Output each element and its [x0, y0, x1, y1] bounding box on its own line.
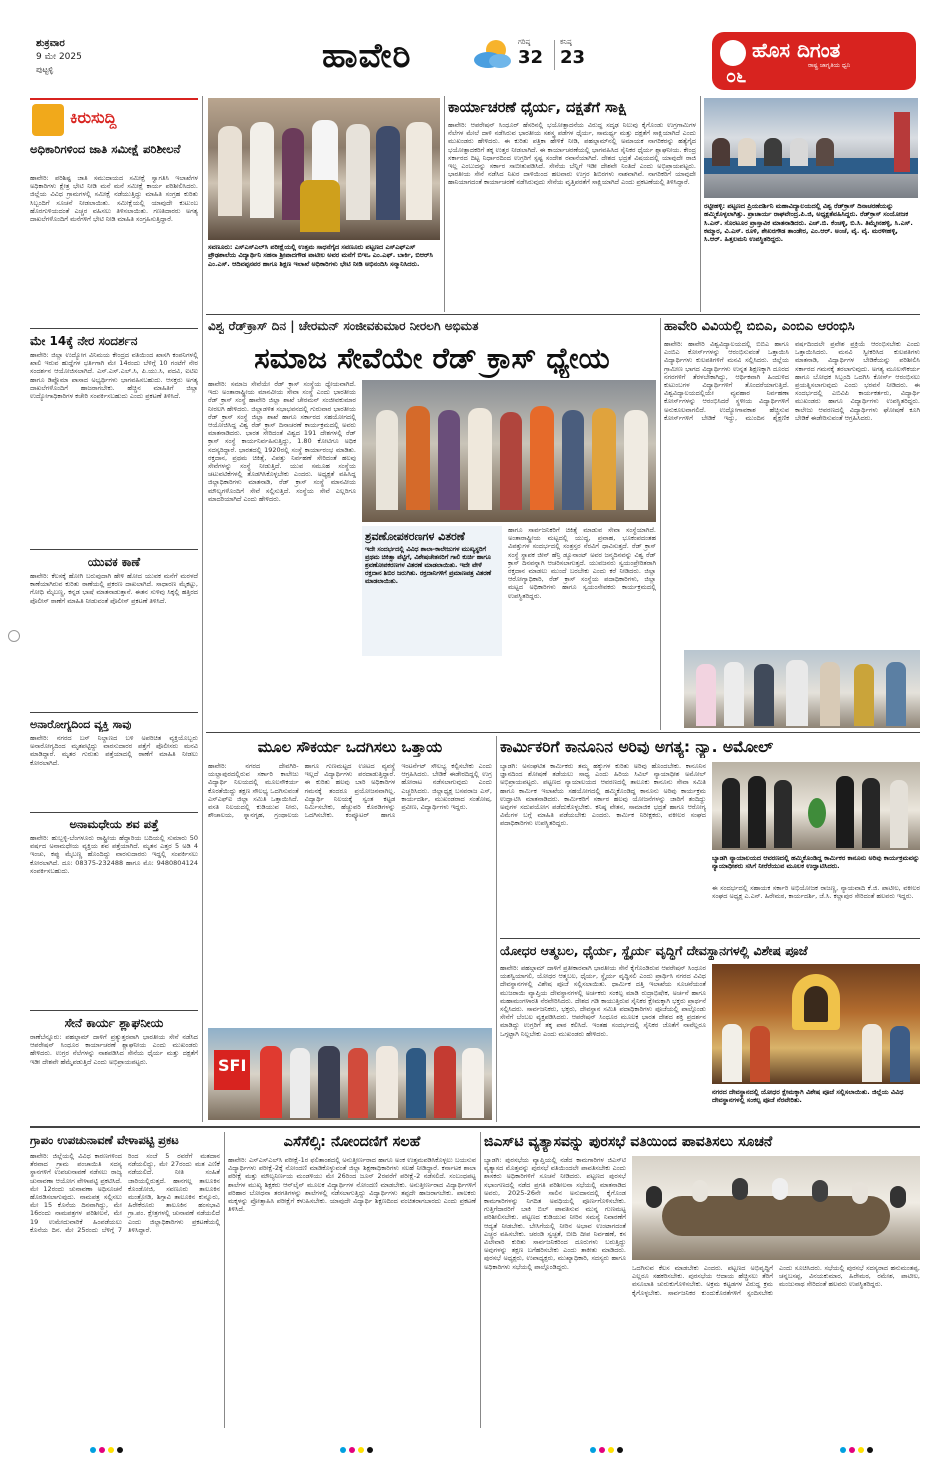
photo-caption: ನಗರದ ದೇವಸ್ಥಾನದಲ್ಲಿ ಯೋಧರ ಕ್ಷೇಮಕ್ಕಾಗಿ ವಿಶೇಷ ಪೂಜೆ ಸಲ್ಲಿಸಲಾಯಿತು. ಜಿಲ್ಲೆಯ ವಿವಿಧ ದೇವಸ್ಥಾನಗಳಲ್ಲಿ ಸಂಕಲ್ಪ ಪೂಜೆ ನೆರವೇರಿತು. — [712, 1088, 904, 1105]
column-divider — [480, 1132, 481, 1428]
story-labour-law — [500, 736, 920, 936]
article-body-continued: ಒದಗಿಸುವ ಕೆಲಸ ಮಾಡಬೇಕು ಎಂದರು. ಪಟ್ಟಣದ ಅಭಿವೃದ್ಧಿಗೆ ಎಲ್ಲರೂ ಸಹಕರಿಸಬೇಕು. ಪುರಸಭೆಯ ಆದಾಯ ಹೆಚ್ಚಿಸಲು ತೆರಿಗೆ ವಸೂಲಾತಿ ಚುರುಕುಗೊಳಿಸಬೇಕು. ಅಕ್ರಮ ಕಟ್ಟಡಗಳ ವಿರುದ್ಧ ಕ್ರಮ ಕೈಗೊಳ್ಳಬೇಕು. ಸಾರ್ವಜನಿಕರ ಕುಂದುಕೊರತೆಗಳಿಗೆ ಸ್ಪಂದಿಸಬೇಕು ಎಂದು ಸೂಚಿಸಿದರು. ಸಭೆಯಲ್ಲಿ ಪುರಸಭೆ ಸದಸ್ಯರಾದ ಹನುಮಂತಪ್ಪ, ಚನ್ನಬಸಪ್ಪ, ವಿನಯಕುಮಾರ, ಹಿರೇಮಠ, ರಮೇಶ, ಪಾಟೀಲ, ಮಂಜುನಾಥ ಸೇರಿದಂತೆ ಹಲವರು ಉಪಸ್ಥಿತರಿದ್ದರು. — [632, 1264, 920, 1297]
felicitation-photo — [208, 98, 440, 240]
event-photo — [704, 98, 918, 198]
headline: ಗ್ರಾಪಂ ಉಪಚುನಾವಣೆ ವೇಳಾಪಟ್ಟಿ ಪ್ರಕಟ — [30, 1133, 179, 1147]
brand-block — [712, 32, 916, 90]
headline: ಯೋಧರ ಆತ್ಮಬಲ, ಧೈರ್ಯ, ಸ್ಥೈರ್ಯ ವೃದ್ಧಿಗೆ ದೇವಸ್ಥಾನಗಳಲ್ಲಿ ವಿಶೇಷ ಪೂಜೆ — [500, 943, 808, 958]
story-sslc — [228, 1132, 476, 1430]
meeting-photo — [632, 1156, 920, 1260]
row-divider — [206, 732, 920, 733]
masthead — [0, 0, 945, 92]
kicker: ವಿಶ್ವ ರೆಡ್‌ಕ್ರಾಸ್ ದಿನ | ಚೇರಮನ್ ಸಂಜೀವಕುಮಾರ ನೀರಲಗಿ ಅಭಿಮತ — [208, 319, 479, 333]
news-brief-body: ಹಾವೇರಿ: ಕೆಲಸಕ್ಕೆ ಹೋಗಿ ಬರುವುದಾಗಿ ಹೇಳಿ ಹೋದ ಯುವಕ ಮನೆಗೆ ಮರಳದೆ ಕಾಣೆಯಾಗಿರುವ ಕುರಿತು ಠಾಣೆಯಲ್ಲಿ ಪ್ರಕರಣ ದಾಖಲಾಗಿದೆ. ಸಾಧಾರಣ ಮೈಕಟ್ಟು, ಗೋಧಿ ಮೈಬಣ್ಣ, ಕನ್ನಡ ಭಾಷೆ ಮಾತನಾಡುತ್ತಾನೆ. ಈತನ ಸುಳಿವು ಸಿಕ್ಕಲ್ಲಿ ಹತ್ತಿರದ ಪೊಲೀಸ್ ಠಾಣೆಗೆ ಮಾಹಿತಿ ನೀಡುವಂತೆ ಪೊಲೀಸ್ ಪ್ರಕಟಣೆ ತಿಳಿಸಿದೆ. — [30, 572, 198, 605]
min-temp: 23 — [560, 47, 586, 68]
article-body: ಹಾವೇರಿ: ನಗರದ ದೇವಗಿರಿ-ಯಲ್ಲಾಪುರದಲ್ಲಿರುವ ಸರ್ಕಾರಿ ಕಾಲೇಜು ವಿದ್ಯಾರ್ಥಿ ನಿಲಯದಲ್ಲಿ ಮೂಲಸೌಕರ್ಯ ಕೊರತೆಯಿದ್ದು ತಕ್ಷಣ ಸೌಲಭ್ಯ ಒದಗಿಸುವಂತೆ ಎಸ್‌ಎಫ್‌ಐ ಜಿಲ್ಲಾ ಸಮಿತಿ ಒತ್ತಾಯಿಸಿದೆ. ವಸತಿ ನಿಲಯದಲ್ಲಿ ಕುಡಿಯುವ ನೀರು, ಶೌಚಾಲಯ, ಸ್ನಾನಗೃಹ, ಗ್ರಂಥಾಲಯ ಹಾಗೂ ಗುಣಮಟ್ಟದ ಊಟದ ವ್ಯವಸ್ಥೆ ಇಲ್ಲದೆ ವಿದ್ಯಾರ್ಥಿಗಳು ಪರದಾಡುತ್ತಿದ್ದಾರೆ. ಈ ಕುರಿತು ಹಲವು ಬಾರಿ ಅಧಿಕಾರಿಗಳ ಗಮನಕ್ಕೆ ತಂದರೂ ಪ್ರಯೋಜನವಾಗಿಲ್ಲ. ವಿದ್ಯಾರ್ಥಿ ನಿಲಯಕ್ಕೆ ಸ್ವಂತ ಕಟ್ಟಡ ನಿರ್ಮಿಸಬೇಕು, ಹೆಚ್ಚುವರಿ ಕೊಠಡಿಗಳನ್ನು ಒದಗಿಸಬೇಕು. ಕಂಪ್ಯೂಟರ್ ಹಾಗೂ ಇಂಟರ್ನೆಟ್ ಸೌಲಭ್ಯ ಕಲ್ಪಿಸಬೇಕು ಎಂದು ಆಗ್ರಹಿಸಿದರು. ಬೇಡಿಕೆ ಈಡೇರದಿದ್ದಲ್ಲಿ ಉಗ್ರ ಹೋರಾಟ ನಡೆಸಲಾಗುವುದು ಎಂದು ಎಚ್ಚರಿಸಿದರು. ಜಿಲ್ಲಾಧ್ಯಕ್ಷ ಬಸವರಾಜ ಎಸ್, ಕಾರ್ಯದರ್ಶಿ, ಮುಖಂಡರಾದ ಸಂತೋಷ, ಪ್ರವೀಣ, ವಿದ್ಯಾರ್ಥಿಗಳು ಇದ್ದರು. — [208, 762, 492, 820]
sfi-protest-photo — [208, 1028, 492, 1120]
story-bba — [664, 318, 920, 730]
photo-caption: ರಟ್ಟೀಹಳ್ಳಿ: ಪಟ್ಟಣದ ಪ್ರಿಯದರ್ಶಿನಿ ಮಹಾವಿದ್ಯಾಲಯದಲ್ಲಿ ವಿಶ್ವ ರೆಡ್‌ಕ್ರಾಸ್ ದಿನಾಚರಣೆಯನ್ನು ಹಮ್ಮಿಕೊಳ್ಳಲಾಗಿತ್ತು. ಪ್ರಾಚಾರ್ಯ ರಾಘವೇಂದ್ರ.ಪಿ.ಜಿ, ಅಧ್ಯಕ್ಷತೆವಹಿಸಿದ್ದರು. ರೆಡ್‌ಕ್ರಾಸ್ ಸಂಯೋಜಕ ಸಿ.ಎನ್. ಸೊರಟೂರ ಪ್ರಾಸ್ತಾವಿಕ ಮಾತನಾಡಿದರು. ಎಚ್.ಬಿ. ಕೆಂಚಳ್ಳಿ, ಬಿ.ಸಿ. ತಿಮ್ಮೇನಹಳ್ಳಿ, ಸಿ.ಎಸ್. ಕಮ್ಮಾರ, ವಿ.ಎಸ್. ರೂಳಿ, ಶೇಖರಗೌಡ ತಾಂಡೇರ, ಎಂ.ಆರ್. ಅಂಚೆ, ವೈ. ವೈ. ಮರಳೀಹಳ್ಳಿ, ಸಿ.ಆರ್. ಹಿತ್ತಲಮನಿ ಉಪಸ್ಥಿತರಿದ್ದರು. — [704, 202, 913, 244]
brand-name: ಹೊಸ ದಿಗಂತ — [752, 38, 841, 62]
news-brief-headline: ಯುವಕ ಕಾಣೆ — [87, 555, 141, 569]
photo-caption: ಬ್ಯಾಡಗಿ ನ್ಯಾಯಾಲಯದ ಆವರಣದಲ್ಲಿ ಹಮ್ಮಿಕೊಂಡಿದ್ದ ಕಾರ್ಮಿಕರ ಕಾನೂನು ಅರಿವು ಕಾರ್ಯಕ್ರಮವನ್ನು ನ್ಯಾಯಾಧೀಶರು ಸಸಿಗೆ ನೀರೆರೆಯುವ ಮೂಲಕ ಉದ್ಘಾಟಿಸಿದರು. — [712, 854, 920, 871]
kirusuddi-item — [30, 554, 198, 708]
news-brief-body: ಹಾವೇರಿ: ಪರಿಶಿಷ್ಟ ಜಾತಿ ಸಮುದಾಯದ ಸಮೀಕ್ಷೆ ಸ್ವಾಗತಿಸಿ ಇಲಾಖೆಗಳ ಅಧಿಕಾರಿಗಳು ಕ್ಷೇತ್ರ ಭೇಟಿ ನೀಡಿ ಮನೆ ಮನೆ ಸಮೀಕ್ಷೆ ಕಾರ್ಯ ಪರಿಶೀಲಿಸಿದರು. ಜಿಲ್ಲೆಯ ವಿವಿಧ ಗ್ರಾಮಗಳಲ್ಲಿ ಸಮೀಕ್ಷೆ ನಡೆಯುತ್ತಿದ್ದು ಮಾಹಿತಿ ಸಂಗ್ರಹ ಕುರಿತು ಸಿಬ್ಬಂದಿಗೆ ಸೂಚನೆ ನೀಡಲಾಯಿತು. ಸಮೀಕ್ಷೆಯಲ್ಲಿ ಯಾವುದೇ ಕುಟುಂಬ ಹೊರಗುಳಿಯದಂತೆ ಎಚ್ಚರ ವಹಿಸಲು ತಿಳಿಸಲಾಯಿತು. ಗಣತಿದಾರರು ಅಗತ್ಯ ದಾಖಲೆಗಳೊಂದಿಗೆ ಮನೆಗಳಿಗೆ ಭೇಟಿ ನೀಡಿ ಮಾಹಿತಿ ಸಂಗ್ರಹಿಸುತ್ತಿದ್ದಾರೆ. — [30, 174, 198, 224]
headline: ಎಸೆಸೆಲ್ಸಿ: ನೋಂದಣಿಗೆ ಸಲಹೆ — [283, 1134, 421, 1150]
news-brief-headline: ಅಧಿಕಾರಿಗಳಿಂದ ಜಾತಿ ಸಮೀಕ್ಷೆ ಪರಿಶೀಲನೆ — [30, 142, 181, 156]
article-body: ಬ್ಯಾಡಗಿ: ಪುರಸಭೆಯ ವ್ಯಾಪ್ತಿಯಲ್ಲಿ ನಡೆದ ಕಾಮಗಾರಿಗಳ ಜಿಎಸ್‌ಟಿ ವ್ಯತ್ಯಾಸದ ಮೊತ್ತವನ್ನು ಪುರಸಭೆ ವತಿಯಿಂದಲೇ ಪಾವತಿಸಬೇಕು ಎಂದು ಶಾಸಕರು ಅಧಿಕಾರಿಗಳಿಗೆ ಸೂಚನೆ ನೀಡಿದರು. ಪಟ್ಟಣದ ಪುರಸಭೆ ಸಭಾಂಗಣದಲ್ಲಿ ನಡೆದ ಪ್ರಗತಿ ಪರಿಶೀಲನಾ ಸಭೆಯಲ್ಲಿ ಮಾತನಾಡಿದ ಅವರು, 2025-26ನೇ ಸಾಲಿನ ಅನುದಾನದಲ್ಲಿ ಕೈಗೊಂಡ ಕಾಮಗಾರಿಗಳನ್ನು ನಿಗದಿತ ಅವಧಿಯಲ್ಲಿ ಪೂರ್ಣಗೊಳಿಸಬೇಕು. ಗುತ್ತಿಗೆದಾರರಿಗೆ ಬಾಕಿ ಬಿಲ್ ಪಾವತಿಸುವ ಮುನ್ನ ಗುಣಮಟ್ಟ ಪರಿಶೀಲಿಸಬೇಕು. ಪಟ್ಟಣದ ಕುಡಿಯುವ ನೀರಿನ ಸಮಸ್ಯೆ ನಿವಾರಣೆಗೆ ಆದ್ಯತೆ ನೀಡಬೇಕು. ಬೇಸಿಗೆಯಲ್ಲಿ ನೀರಿನ ಅಭಾವ ಉಂಟಾಗದಂತೆ ಎಚ್ಚರ ವಹಿಸಬೇಕು. ಚರಂಡಿ ಸ್ವಚ್ಛತೆ, ಬೀದಿ ದೀಪ ನಿರ್ವಹಣೆ, ಕಸ ವಿಲೇವಾರಿ ಕುರಿತು ಸಾರ್ವಜನಿಕರಿಂದ ದೂರುಗಳು ಬರುತ್ತಿದ್ದು ಅವುಗಳನ್ನು ತಕ್ಷಣ ಬಗೆಹರಿಸಬೇಕು ಎಂದು ತಾಕೀತು ಮಾಡಿದರು. ಪುರಸಭೆ ಅಧ್ಯಕ್ಷರು, ಉಪಾಧ್ಯಕ್ಷರು, ಮುಖ್ಯಾಧಿಕಾರಿ, ಸದಸ್ಯರು ಹಾಗೂ ಅಧಿಕಾರಿಗಳು ಸಭೆಯಲ್ಲಿ ಪಾಲ್ಗೊಂಡಿದ್ದರು. — [484, 1156, 626, 1271]
column-divider — [660, 318, 661, 730]
divider — [30, 712, 198, 713]
temp-divider — [554, 40, 555, 70]
kirusuddi-header — [30, 98, 198, 138]
headline: ಕಾರ್ಮಿಕರಿಗೆ ಕಾನೂನಿನ ಅರಿವು ಅಗತ್ಯ: ನ್ಯಾ. ಅಮೋಲ್ — [500, 738, 774, 756]
column-divider — [202, 96, 203, 1122]
divider — [30, 1010, 198, 1011]
hand-icon — [32, 104, 64, 136]
brand-tagline: ರಾಷ್ಟ್ರ ಜಾಗೃತಿಯ ಧ್ವನಿ — [808, 62, 851, 69]
story-temple-pooja — [500, 942, 920, 1122]
section-label: ಪುಟ್ಟಳ್ಳಿ — [36, 65, 54, 74]
weather-icon — [470, 36, 514, 72]
headline: ಹಾವೇರಿ ವಿವಿಯಲ್ಲಿ ಬಿಬಿಎ, ಎಂಬಿಎ ಆರಂಭಿಸಿ — [664, 319, 855, 334]
redcross-group-photo — [362, 380, 656, 522]
article-body-continued: ಈ ಸಂದರ್ಭದಲ್ಲಿ ಸಹಾಯಕ ಸರ್ಕಾರಿ ಅಭಿಯೋಜಕ ರಾಜಣ್ಣ, ನ್ಯಾಯವಾದಿ ಕೆ.ಜಿ. ಪಾಟೀಲ, ವಕೀಲರ ಸಂಘದ ಅಧ್ಯಕ್ಷ ಎ.ಎನ್. ಹಿರೇಮಠ, ಕಾರ್ಯದರ್ಶಿ, ಜೆ.ಸಿ. ಕಲ್ಲಾಪುರ ಸೇರಿದಂತೆ ಹಲವರು ಇದ್ದರು. — [712, 884, 920, 901]
kirusuddi-item — [30, 817, 198, 1006]
kirusuddi-item — [30, 333, 198, 545]
brand-logo-icon — [720, 40, 746, 66]
kirusuddi-item — [30, 142, 198, 324]
article-body: ಹಾವೇರಿ: ಸಮಾಜ ಸೇವೆಯೇ ರೆಡ್ ಕ್ರಾಸ್ ಸಂಸ್ಥೆಯ ಧ್ಯೇಯವಾಗಿದೆ. ಇದು ಅಂತಾರಾಷ್ಟ್ರೀಯ ಮಾನವೀಯ ಸೇವಾ ಸಂಸ್ಥೆ ಎಂದು ಭಾರತೀಯ ರೆಡ್ ಕ್ರಾಸ್ ಸಂಸ್ಥೆ ಹಾವೇರಿ ಜಿಲ್ಲಾ ಶಾಖೆ ಚೇರಮನ್ ಸಂಜೀವಕುಮಾರ ನೀರಲಗಿ ಹೇಳಿದರು. ಜಿಲ್ಲಾಡಳಿತ ಸಭಾಭವನದಲ್ಲಿ ಗುರುವಾರ ಭಾರತೀಯ ರೆಡ್ ಕ್ರಾಸ್ ಸಂಸ್ಥೆ ಜಿಲ್ಲಾ ಶಾಖೆ ಹಾಗೂ ಸರ್ಕಾರದ ಸಹಯೋಗದಲ್ಲಿ ಆಯೋಜಿಸಿದ್ದ ವಿಶ್ವ ರೆಡ್ ಕ್ರಾಸ್ ದಿನಾಚರಣೆ ಕಾರ್ಯಕ್ರಮದಲ್ಲಿ ಅವರು ಮಾತನಾಡಿದರು. ಭಾರತ ಸೇರಿದಂತೆ ವಿಶ್ವದ 191 ದೇಶಗಳಲ್ಲಿ ರೆಡ್ ಕ್ರಾಸ್ ಸಂಸ್ಥೆ ಕಾರ್ಯನಿರ್ವಹಿಸುತ್ತಿದ್ದು, 1.80 ಕೋಟಿಗೂ ಅಧಿಕ ಸದಸ್ಯರಿದ್ದಾರೆ. ಭಾರತದಲ್ಲಿ 1920ರಲ್ಲಿ ಸಂಸ್ಥೆ ಕಾರ್ಯಾರಂಭ ಮಾಡಿತು. ರಕ್ತದಾನ, ಪ್ರಥಮ ಚಿಕಿತ್ಸೆ, ವಿಪತ್ತು ನಿರ್ವಹಣೆ ಸೇರಿದಂತೆ ಹಲವು ಸೇವೆಗಳನ್ನು ಸಂಸ್ಥೆ ನೀಡುತ್ತಿದೆ. ಯುವ ಸಮೂಹ ಸಂಸ್ಥೆಯ ಚಟುವಟಿಕೆಗಳಲ್ಲಿ ತೊಡಗಿಸಿಕೊಳ್ಳಬೇಕು ಎಂದರು. ಅಧ್ಯಕ್ಷತೆ ವಹಿಸಿದ್ದ ಜಿಲ್ಲಾಧಿಕಾರಿಗಳು ಮಾತನಾಡಿ, ರೆಡ್ ಕ್ರಾಸ್ ಸಂಸ್ಥೆ ಮಾನವೀಯ ಮೌಲ್ಯಗಳೊಂದಿಗೆ ಸೇವೆ ಸಲ್ಲಿಸುತ್ತಿದೆ. ಸಂಸ್ಥೆಯ ಸೇವೆ ಎಲ್ಲರಿಗೂ ಮಾದರಿಯಾಗಿದೆ ಎಂದು ಹೇಳಿದರು. — [208, 380, 356, 503]
news-brief-headline: ಸೇನೆ ಕಾರ್ಯ ಶ್ಲಾಘನೀಯ — [64, 1016, 164, 1030]
story-rattihalli — [704, 98, 918, 312]
min-temp-block — [560, 38, 600, 68]
column-divider — [700, 96, 701, 312]
photo-caption: ಸವಣೂರು: ಎಸ್‌ಎಸ್‌ಎಲ್‌ಸಿ ಪರೀಕ್ಷೆಯಲ್ಲಿ ಉತ್ತಮ ಸಾಧನೆಗೈದ ಸವಣೂರು ಪಟ್ಟಣದ ಎಸ್‌ಎಫ್‌ಎಸ್ ಪ್ರೌಢಶಾಲೆಯ ವಿದ್ಯಾರ್ಥಿನಿ ಸಹನಾ ಶ್ರೀಪಾದಗೌಡ ಪಾಟೀಲ ಅವರ ಮನೆಗೆ ಬಿಇಒ ಎಂ.ಎಫ್. ಬಾರ್ಕಿ, ಬಿಆರ್‌ಸಿ ಎಂ.ಎಸ್. ಆದಿವಪ್ಪನವರ ಹಾಗೂ ಶಿಕ್ಷಣ ಇಲಾಖೆ ಅಧಿಕಾರಿಗಳು ಭೇಟಿ ನೀಡಿ ಅಭಿನಂದಿಸಿ ಸನ್ಮಾನಿಸಿದರು. — [208, 243, 433, 268]
story-gp-byelection — [30, 1132, 220, 1430]
sfi-banner: SFI — [218, 1056, 247, 1075]
divider — [30, 328, 198, 329]
column-divider — [496, 736, 497, 1122]
kirusuddi-title: ಕಿರುಸುದ್ದಿ — [70, 108, 117, 127]
memorandum-photo — [684, 650, 920, 728]
article-body-continued: ಹಾಗೂ ಸಾರ್ವಜನಿಕರಿಗೆ ಚಿಕಿತ್ಸೆ ಮಾಡುವ ಸೇವಾ ಸಂಸ್ಥೆಯಾಗಿದೆ. ಅಂತಾರಾಷ್ಟ್ರೀಯ ಮಟ್ಟದಲ್ಲಿ ಯುದ್ಧ, ಪ್ರವಾಹ, ಭೂಕಂಪದಂತಹ ವಿಪತ್ತುಗಳ ಸಂದರ್ಭದಲ್ಲಿ ಸಂತ್ರಸ್ತರ ನೆರವಿಗೆ ಧಾವಿಸುತ್ತದೆ. ರೆಡ್ ಕ್ರಾಸ್ ಸಂಸ್ಥೆ ಸ್ಥಾಪಕ ಜೀನ್ ಹೆನ್ರಿ ಡ್ಯೂನಾಂಟ್ ಅವರ ಜನ್ಮದಿನವನ್ನು ವಿಶ್ವ ರೆಡ್ ಕ್ರಾಸ್ ದಿನವನ್ನಾಗಿ ಆಚರಿಸಲಾಗುತ್ತದೆ. ಯುವಜನರು ಸ್ವಯಂಪ್ರೇರಿತರಾಗಿ ರಕ್ತದಾನ ಮಾಡಲು ಮುಂದೆ ಬರಬೇಕು ಎಂದು ಕರೆ ನೀಡಿದರು. ಜಿಲ್ಲಾ ಆರೋಗ್ಯಾಧಿಕಾರಿ, ರೆಡ್ ಕ್ರಾಸ್ ಸಂಸ್ಥೆಯ ಪದಾಧಿಕಾರಿಗಳು, ಜಿಲ್ಲಾ ಮಟ್ಟದ ಅಧಿಕಾರಿಗಳು ಹಾಗೂ ಸ್ವಯಂಸೇವಕರು ಕಾರ್ಯಕ್ರಮದಲ್ಲಿ ಉಪಸ್ಥಿತರಿದ್ದರು. — [508, 526, 656, 600]
color-registration-marks — [0, 1436, 945, 1450]
distribution-box — [362, 526, 502, 656]
box-body: ಇದೇ ಸಂದರ್ಭದಲ್ಲಿ ವಿವಿಧ ಶಾಲಾ-ಕಾಲೇಜುಗಳ ಮುಖ್ಯಸ್ಥರಿಗೆ ಪ್ರಥಮ ಚಿಕಿತ್ಸಾ ಪೆಟ್ಟಿಗೆ, ವಿಶೇಷಚೇತನರಿಗೆ ಗಾಲಿ ಕುರ್ಚಿ ಹಾಗೂ ಶ್ರವಣೋಪಕರಣಗಳ ವಿತರಣೆ ಮಾಡಲಾಯಿತು. ಇದೇ ವೇಳೆ ರಕ್ತದಾನ ಶಿಬಿರ ಜರುಗಿತು. ರಕ್ತದಾನಿಗಳಿಗೆ ಪ್ರಮಾಣಪತ್ರ ವಿತರಣೆ ಮಾಡಲಾಯಿತು. — [365, 546, 492, 585]
divider — [30, 549, 198, 550]
article-body: ಹಾವೇರಿ: ಆಪರೇಷನ್ ಸಿಂಧೂರ್ ಹೆಸರಿನಲ್ಲಿ ಭಯೋತ್ಪಾದನೆಯ ವಿರುದ್ಧ ಸದೃಢ ನಿಲುವು ಕೈಗೊಂಡು ಉಗ್ರಗಾಮಿಗಳ ನೆಲೆಗಳ ಮೇಲೆ ದಾಳಿ ನಡೆಸಿರುವ ಭಾರತೀಯ ಸಶಸ್ತ್ರ ಪಡೆಗಳ ಧೈರ್ಯ, ಸಾಮರ್ಥ್ಯ ಮತ್ತು ದಕ್ಷತೆಗೆ ಸಾಕ್ಷಿಯಾಗಿದೆ ಎಂದು ಮುಖಂಡರು ಹೇಳಿದರು. ಈ ಕುರಿತು ಪತ್ರಿಕಾ ಹೇಳಿಕೆ ನೀಡಿ, ಪಹಲ್ಗಾಮ್‌ನಲ್ಲಿ ಅಮಾಯಕ ನಾಗರಿಕರನ್ನು ಹತ್ಯೆಗೈದ ಭಯೋತ್ಪಾದಕರಿಗೆ ತಕ್ಕ ಉತ್ತರ ನೀಡಲಾಗಿದೆ. ಈ ಕಾರ್ಯಾಚರಣೆಯಲ್ಲಿ ಭಾಗವಹಿಸಿದ ಸೈನಿಕರ ಧೈರ್ಯ ಶ್ಲಾಘನೀಯ. ಕೇಂದ್ರ ಸರ್ಕಾರದ ದಿಟ್ಟ ನಿರ್ಧಾರದಿಂದ ಉಗ್ರರಿಗೆ ಸ್ಪಷ್ಟ ಸಂದೇಶ ರವಾನೆಯಾಗಿದೆ. ದೇಶದ ಭದ್ರತೆ ವಿಷಯದಲ್ಲಿ ಯಾವುದೇ ರಾಜಿ ಇಲ್ಲ ಎಂಬುದನ್ನು ಸರ್ಕಾರ ಸಾಬೀತುಪಡಿಸಿದೆ. ಸೇನೆಯ ಬೆನ್ನಿಗೆ ಇಡೀ ದೇಶವೇ ನಿಂತಿದೆ ಎಂದು ಅಭಿಪ್ರಾಯಪಟ್ಟರು. ಭಾರತೀಯ ಸೇನೆ ನಡೆಸಿದ ನಿಖರ ದಾಳಿಯಿಂದ ಹಲವಾರು ಉಗ್ರರ ಶಿಬಿರಗಳು ನಾಶವಾಗಿವೆ. ನಾಗರಿಕರಿಗೆ ಯಾವುದೇ ಹಾನಿಯಾಗದಂತೆ ಕಾರ್ಯಾಚರಣೆ ನಡೆಸಿರುವುದು ಸೇನೆಯ ವೃತ್ತಿಪರತೆಗೆ ಸಾಕ್ಷಿಯಾಗಿದೆ ಎಂದು ಪ್ರಕಟಣೆಯಲ್ಲಿ ತಿಳಿಸಿದ್ದಾರೆ. — [448, 121, 696, 187]
date-block — [36, 38, 146, 75]
weekday: ಶುಕ್ರವಾರ — [36, 38, 65, 49]
news-brief-body: ಹಾವೇರಿ: ನಗರದ ಬಸ್ ನಿಲ್ದಾಣದ ಬಳಿ ಅಪರಿಚಿತ ವ್ಯಕ್ತಿಯೊಬ್ಬರು ಅನಾರೋಗ್ಯದಿಂದ ಮೃತಪಟ್ಟಿದ್ದು ವಾರಸುದಾರರ ಪತ್ತೆಗೆ ಪೊಲೀಸರು ಮನವಿ ಮಾಡಿದ್ದಾರೆ. ಮೃತರ ಗುರುತು ಪತ್ತೆಯಾದಲ್ಲಿ ಠಾಣೆಗೆ ಮಾಹಿತಿ ನೀಡಲು ಕೋರಲಾಗಿದೆ. — [30, 734, 198, 767]
divider — [30, 812, 198, 813]
row-divider — [30, 1126, 920, 1128]
temple-photo — [712, 964, 920, 1084]
story-gst — [484, 1132, 920, 1430]
story-operation — [448, 98, 696, 312]
news-brief-body: ಹಾವೇರಿ: ಹುಬ್ಬಳ್ಳಿ-ಬೆಂಗಳೂರು ರಾಷ್ಟ್ರೀಯ ಹೆದ್ದಾರಿಯ ಬದಿಯಲ್ಲಿ ಸುಮಾರು 50 ವರ್ಷದ ಅನಾಮಧೇಯ ವ್ಯಕ್ತಿಯ ಶವ ಪತ್ತೆಯಾಗಿದೆ. ಮೃತನ ಎತ್ತರ 5 ಅಡಿ 4 ಇಂಚು, ಕಪ್ಪು ಮೈಬಣ್ಣ ಹೊಂದಿದ್ದು ವಾರಸುದಾರರು ಇದ್ದಲ್ಲಿ ಸಂಪರ್ಕಿಸಲು ಕೋರಲಾಗಿದೆ. ದೂ: 08375-232488 ಹಾಗೂ ಮೊ: 9480804124 ಸಂಪರ್ಕಿಸಬಹುದು. — [30, 834, 198, 875]
article-body: ಹಾವೇರಿ: ಜಿಲ್ಲೆಯಲ್ಲಿ ವಿವಿಧ ಕಾರಣಗಳಿಂದ ತೆರವಾದ ಗ್ರಾಮ ಪಂಚಾಯಿತಿ ಸದಸ್ಯ ಸ್ಥಾನಗಳಿಗೆ ಉಪಚುನಾವಣೆ ನಡೆಸಲು ರಾಜ್ಯ ಚುನಾವಣಾ ಆಯೋಗ ವೇಳಾಪಟ್ಟಿ ಪ್ರಕಟಿಸಿದೆ. ಮೇ 12ರಂದು ಚುನಾವಣಾ ಅಧಿಸೂಚನೆ ಹೊರಡಿಸಲಾಗುವುದು. ನಾಮಪತ್ರ ಸಲ್ಲಿಸಲು ಮೇ 15 ಕೊನೆಯ ದಿನವಾಗಿದ್ದು, ಮೇ 16ರಂದು ನಾಮಪತ್ರಗಳ ಪರಿಶೀಲನೆ, ಮೇ 19 ಉಮೇದುವಾರಿಕೆ ಹಿಂಪಡೆಯಲು ಕೊನೆಯ ದಿನ. ಮೇ 25ರಂದು ಬೆಳಿಗ್ಗೆ 7 ರಿಂದ ಸಂಜೆ 5 ರವರೆಗೆ ಮತದಾನ ನಡೆಯಲಿದ್ದು, ಮೇ 27ರಂದು ಮತ ಎಣಿಕೆ ನಡೆಯಲಿದೆ. ನೀತಿ ಸಂಹಿತೆ ಜಾರಿಯಲ್ಲಿರುತ್ತದೆ. ಹಾನಗಲ್ಲ ತಾಲೂಕಿನ ಕೊಂಡೋಜಿ, ಸವಣೂರು ತಾಲೂಕಿನ ಮಂತ್ರೋಡಿ, ಶಿಗ್ಗಾವಿ ತಾಲೂಕಿನ ಕುನ್ನೂರು, ಹಿರೇಕೆರೂರು ತಾಲೂಕಿನ ಹಂಸಭಾವಿ ಗ್ರಾ.ಪಂ. ಕ್ಷೇತ್ರಗಳಲ್ಲಿ ಚುನಾವಣೆ ನಡೆಯಲಿದೆ ಎಂದು ಜಿಲ್ಲಾಧಿಕಾರಿಗಳು ಪ್ರಕಟಣೆಯಲ್ಲಿ ತಿಳಿಸಿದ್ದಾರೆ. — [30, 1152, 220, 1234]
news-brief-headline: ಅನಾಮಧೇಯ ಶವ ಪತ್ತೆ — [69, 817, 159, 831]
story-infrastructure — [208, 736, 492, 1122]
max-label: ಗರಿಷ್ಠ — [518, 38, 531, 46]
max-temp-block — [518, 38, 558, 68]
edition-title: ಹಾವೇರಿ — [322, 36, 412, 76]
court-event-photo — [712, 762, 920, 850]
story-savanur — [208, 98, 440, 310]
row-divider — [206, 314, 920, 315]
headline: ಸಮಾಜ ಸೇವೆಯೇ ರೆಡ್ ಕ್ರಾಸ್ ಧ್ಯೇಯ — [254, 341, 610, 375]
box-title: ಶ್ರವಣೋಪಕರಣಗಳ ವಿತರಣೆ — [365, 530, 465, 543]
news-brief-headline: ಮೇ 14ಕ್ಕೆ ನೇರ ಸಂದರ್ಶನ — [30, 334, 138, 348]
news-brief-body: ರಾಣೆಬೆನ್ನೂರು: ಪಹಲ್ಗಾಮ್ ದಾಳಿಗೆ ಪ್ರತ್ಯುತ್ತರವಾಗಿ ಭಾರತೀಯ ಸೇನೆ ನಡೆಸಿದ ಆಪರೇಷನ್ ಸಿಂಧೂರ ಕಾರ್ಯಾಚರಣೆ ಶ್ಲಾಘನೀಯ ಎಂದು ಮುಖಂಡರು ಹೇಳಿದರು. ಉಗ್ರರ ನೆಲೆಗಳನ್ನು ನಾಶಪಡಿಸಿದ ಸೇನೆಯ ಧೈರ್ಯ ಮತ್ತು ದಕ್ಷತೆಗೆ ಇಡೀ ದೇಶವೇ ಹೆಮ್ಮೆಪಡುತ್ತಿದೆ ಎಂದು ಅಭಿಪ್ರಾಯಪಟ್ಟರು. — [30, 1033, 198, 1066]
article-body: ಹಾವೇರಿ: ಹಾವೇರಿ ವಿಶ್ವವಿದ್ಯಾಲಯದಲ್ಲಿ ಬಿಬಿಎ ಹಾಗೂ ಎಂಬಿಎ ಕೋರ್ಸ್‌ಗಳನ್ನು ಆರಂಭಿಸುವಂತೆ ಒತ್ತಾಯಿಸಿ ವಿದ್ಯಾರ್ಥಿಗಳು ಕುಲಪತಿಗಳಿಗೆ ಮನವಿ ಸಲ್ಲಿಸಿದರು. ಜಿಲ್ಲೆಯ ಗ್ರಾಮೀಣ ಭಾಗದ ವಿದ್ಯಾರ್ಥಿಗಳು ಉನ್ನತ ಶಿಕ್ಷಣಕ್ಕಾಗಿ ದೂರದ ನಗರಗಳಿಗೆ ತೆರಳಬೇಕಾಗಿದ್ದು, ಆರ್ಥಿಕವಾಗಿ ಹಿಂದುಳಿದ ಕುಟುಂಬಗಳ ವಿದ್ಯಾರ್ಥಿಗಳಿಗೆ ತೊಂದರೆಯಾಗುತ್ತಿದೆ. ವಿಶ್ವವಿದ್ಯಾಲಯದಲ್ಲಿಯೇ ವ್ಯವಹಾರ ನಿರ್ವಹಣಾ ಕೋರ್ಸ್‌ಗಳನ್ನು ಆರಂಭಿಸಿದರೆ ಸ್ಥಳೀಯ ವಿದ್ಯಾರ್ಥಿಗಳಿಗೆ ಅನುಕೂಲವಾಗಲಿದೆ. ಉದ್ಯೋಗಾವಕಾಶ ಹೆಚ್ಚಿಸುವ ಕೋರ್ಸ್‌ಗಳಿಗೆ ಬೇಡಿಕೆ ಇದ್ದು, ಮುಂದಿನ ಶೈಕ್ಷಣಿಕ ವರ್ಷದಿಂದಲೇ ಪ್ರವೇಶ ಪ್ರಕ್ರಿಯೆ ಆರಂಭಿಸಬೇಕು ಎಂದು ಒತ್ತಾಯಿಸಿದರು. ಮನವಿ ಸ್ವೀಕರಿಸಿದ ಕುಲಪತಿಗಳು ಮಾತನಾಡಿ, ವಿದ್ಯಾರ್ಥಿಗಳ ಬೇಡಿಕೆಯನ್ನು ಪರಿಶೀಲಿಸಿ ಸರ್ಕಾರದ ಗಮನಕ್ಕೆ ತರಲಾಗುವುದು. ಅಗತ್ಯ ಮೂಲಸೌಕರ್ಯ ಹಾಗೂ ಬೋಧಕ ಸಿಬ್ಬಂದಿ ಒದಗಿಸಿ ಕೋರ್ಸ್ ಆರಂಭಿಸಲು ಪ್ರಯತ್ನಿಸಲಾಗುವುದು ಎಂದು ಭರವಸೆ ನೀಡಿದರು. ಈ ಸಂದರ್ಭದಲ್ಲಿ ಎಬಿವಿಪಿ ಕಾರ್ಯಕರ್ತರು, ವಿದ್ಯಾರ್ಥಿ ಮುಖಂಡರು ಹಾಗೂ ವಿದ್ಯಾರ್ಥಿಗಳು ಉಪಸ್ಥಿತರಿದ್ದರು. ಕಾಲೇಜು ಆವರಣದಲ್ಲಿ ವಿದ್ಯಾರ್ಥಿಗಳು ಘೋಷಣೆ ಕೂಗಿ ಬೇಡಿಕೆ ಈಡೇರಿಸುವಂತೆ ಆಗ್ರಹಿಸಿದರು. — [664, 340, 920, 422]
news-brief-headline: ಅನಾರೋಗ್ಯದಿಂದ ವ್ಯಕ್ತಿ ಸಾವು — [30, 718, 132, 731]
article-body: ಹಾವೇರಿ: ಎಸ್‌ಎಸ್‌ಎಲ್‌ಸಿ ಪರೀಕ್ಷೆ-1ರ ಫಲಿತಾಂಶದಲ್ಲಿ ಅನುತ್ತೀರ್ಣರಾದ ಹಾಗೂ ಅಂಕ ಉತ್ತಮಪಡಿಸಿಕೊಳ್ಳಲು ಬಯಸುವ ವಿದ್ಯಾರ್ಥಿಗಳು ಪರೀಕ್ಷೆ-2ಕ್ಕೆ ನೋಂದಣಿ ಮಾಡಿಕೊಳ್ಳುವಂತೆ ಜಿಲ್ಲಾ ಶಿಕ್ಷಣಾಧಿಕಾರಿಗಳು ಸಲಹೆ ನೀಡಿದ್ದಾರೆ. ಕರ್ನಾಟಕ ಶಾಲಾ ಪರೀಕ್ಷೆ ಮತ್ತು ಮೌಲ್ಯನಿರ್ಣಯ ಮಂಡಳಿಯು ಮೇ 26ರಿಂದ ಜೂನ್ 2ರವರೆಗೆ ಪರೀಕ್ಷೆ-2 ನಡೆಸಲಿದೆ. ಸಂಬಂಧಪಟ್ಟ ಶಾಲೆಗಳ ಮುಖ್ಯ ಶಿಕ್ಷಕರು ಆನ್‌ಲೈನ್ ಮೂಲಕ ವಿದ್ಯಾರ್ಥಿಗಳ ನೋಂದಣಿ ಮಾಡಬೇಕು. ಅನುತ್ತೀರ್ಣರಾದ ವಿದ್ಯಾರ್ಥಿಗಳಿಗೆ ಪರಿಹಾರ ಬೋಧನಾ ತರಗತಿಗಳನ್ನು ಶಾಲೆಗಳಲ್ಲಿ ನಡೆಸಲಾಗುತ್ತಿದ್ದು ವಿದ್ಯಾರ್ಥಿಗಳು ತಪ್ಪದೇ ಹಾಜರಾಗಬೇಕು. ಪಾಲಕರು ಮಕ್ಕಳನ್ನು ಪ್ರೋತ್ಸಾಹಿಸಿ ಪರೀಕ್ಷೆಗೆ ಕಳುಹಿಸಬೇಕು. ಯಾವುದೇ ವಿದ್ಯಾರ್ಥಿ ಶಿಕ್ಷಣದಿಂದ ವಂಚಿತರಾಗಬಾರದು ಎಂದು ಪ್ರಕಟಣೆ ತಿಳಿಸಿದೆ. — [228, 1156, 476, 1214]
kirusuddi-item — [30, 717, 198, 808]
min-label: ಕನಿಷ್ಠ — [560, 38, 572, 46]
headline: ಮೂಲ ಸೌಕರ್ಯ ಒದಗಿಸಲು ಒತ್ತಾಯ — [257, 738, 443, 756]
registration-mark-left — [8, 90, 22, 1290]
kirusuddi-column — [30, 98, 198, 1120]
article-body: ಹಾವೇರಿ: ಪಹಲ್ಗಾಮ್ ದಾಳಿಗೆ ಪ್ರತೀಕಾರವಾಗಿ ಭಾರತೀಯ ಸೇನೆ ಕೈಗೊಂಡಿರುವ ಆಪರೇಷನ್ ಸಿಂಧೂರ ಯಶಸ್ವಿಯಾಗಲಿ, ಯೋಧರ ಆತ್ಮಬಲ, ಧೈರ್ಯ, ಸ್ಥೈರ್ಯ ವೃದ್ಧಿಸಲಿ ಎಂದು ಪ್ರಾರ್ಥಿಸಿ ನಗರದ ವಿವಿಧ ದೇವಸ್ಥಾನಗಳಲ್ಲಿ ವಿಶೇಷ ಪೂಜೆ ಸಲ್ಲಿಸಲಾಯಿತು. ಧಾರ್ಮಿಕ ದತ್ತಿ ಇಲಾಖೆಯ ಸೂಚನೆಯಂತೆ ಮುಜರಾಯಿ ವ್ಯಾಪ್ತಿಯ ದೇವಸ್ಥಾನಗಳಲ್ಲಿ ಅರ್ಚಕರು ಸಂಕಲ್ಪ ಮಾಡಿ ರುದ್ರಾಭಿಷೇಕ, ಅರ್ಚನೆ ಹಾಗೂ ಮಹಾಮಂಗಳಾರತಿ ನೆರವೇರಿಸಿದರು. ದೇಶದ ಗಡಿ ಕಾಯುತ್ತಿರುವ ಸೈನಿಕರ ಕ್ಷೇಮಕ್ಕಾಗಿ ಭಕ್ತರು ಪ್ರಾರ್ಥನೆ ಸಲ್ಲಿಸಿದರು. ಸಾರ್ವಜನಿಕರು, ಭಕ್ತರು, ದೇವಸ್ಥಾನ ಸಮಿತಿ ಪದಾಧಿಕಾರಿಗಳು ಪೂಜೆಯಲ್ಲಿ ಪಾಲ್ಗೊಂಡು ಸೇನೆಗೆ ಬೆಂಬಲ ವ್ಯಕ್ತಪಡಿಸಿದರು. ಆಪರೇಷನ್ ಸಿಂಧೂರ ಮೂಲಕ ಭಾರತ ದೇಶದ ಶಕ್ತಿ ಪ್ರದರ್ಶನ ಮಾಡಿದ್ದು ಉಗ್ರರಿಗೆ ತಕ್ಕ ಪಾಠ ಕಲಿಸಿದೆ. ಇಂತಹ ಸಂದರ್ಭದಲ್ಲಿ ಸೈನಿಕರ ಜೊತೆಗೆ ನಾವೆಲ್ಲರೂ ಒಗ್ಗಟ್ಟಾಗಿ ನಿಲ್ಲಬೇಕು ಎಂದು ಮುಖಂಡರು ಹೇಳಿದರು. — [500, 964, 706, 1038]
column-divider — [224, 1132, 225, 1428]
max-temp: 32 — [518, 47, 544, 68]
news-brief-body: ಹಾವೇರಿ: ಜಿಲ್ಲಾ ಉದ್ಯೋಗ ವಿನಿಮಯ ಕೇಂದ್ರದ ವತಿಯಿಂದ ಖಾಸಗಿ ಕಂಪನಿಗಳಲ್ಲಿ ಖಾಲಿ ಇರುವ ಹುದ್ದೆಗಳ ಭರ್ತಿಗಾಗಿ ಮೇ 14ರಂದು ಬೆಳಿಗ್ಗೆ 10 ಗಂಟೆಗೆ ನೇರ ಸಂದರ್ಶನ ಆಯೋಜಿಸಲಾಗಿದೆ. ಎಸ್.ಎಸ್.ಎಲ್.ಸಿ, ಪಿ.ಯು.ಸಿ, ಪದವಿ, ಐಟಿಐ ಹಾಗೂ ಡಿಪ್ಲೊಮಾ ಪಾಸಾದ ಅಭ್ಯರ್ಥಿಗಳು ಭಾಗವಹಿಸಬಹುದು. ಆಸಕ್ತರು ಅಗತ್ಯ ದಾಖಲೆಗಳೊಂದಿಗೆ ಹಾಜರಾಗಬೇಕು. ಹೆಚ್ಚಿನ ಮಾಹಿತಿಗೆ ಜಿಲ್ಲಾ ಉದ್ಯೋಗಾಧಿಕಾರಿಗಳ ಕಚೇರಿ ಸಂಪರ್ಕಿಸಬಹುದು ಎಂದು ಪ್ರಕಟಣೆ ತಿಳಿಸಿದೆ. — [30, 351, 198, 401]
column-divider — [444, 96, 445, 312]
story-redcross — [208, 318, 656, 730]
page-number: ೦೬ — [726, 66, 747, 87]
date: 9 ಮೇ 2025 — [36, 52, 82, 62]
article-body: ಬ್ಯಾಡಗಿ: ಅಸಂಘಟಿತ ಕಾರ್ಮಿಕರು ತಮ್ಮ ಹಕ್ಕುಗಳ ಕುರಿತು ಅರಿವು ಹೊಂದಬೇಕು. ಕಾನೂನಿನ ಜ್ಞಾನದಿಂದ ಶೋಷಣೆ ತಡೆಯಲು ಸಾಧ್ಯ ಎಂದು ಹಿರಿಯ ಸಿವಿಲ್ ನ್ಯಾಯಾಧೀಶ ಅಮೋಲ್ ಅಭಿಪ್ರಾಯಪಟ್ಟರು. ಪಟ್ಟಣದ ನ್ಯಾಯಾಲಯದ ಆವರಣದಲ್ಲಿ ತಾಲೂಕು ಕಾನೂನು ಸೇವಾ ಸಮಿತಿ ಹಾಗೂ ಕಾರ್ಮಿಕ ಇಲಾಖೆಯ ಸಹಯೋಗದಲ್ಲಿ ಹಮ್ಮಿಕೊಂಡಿದ್ದ ಕಾನೂನು ಅರಿವು ಕಾರ್ಯಕ್ರಮ ಉದ್ಘಾಟಿಸಿ ಮಾತನಾಡಿದರು. ಕಾರ್ಮಿಕರಿಗೆ ಸರ್ಕಾರ ಹಲವು ಯೋಜನೆಗಳನ್ನು ಜಾರಿಗೆ ತಂದಿದ್ದು ಅವುಗಳ ಸದುಪಯೋಗ ಪಡೆದುಕೊಳ್ಳಬೇಕು. ಕನಿಷ್ಠ ವೇತನ, ಸಾಮಾಜಿಕ ಭದ್ರತೆ ಹಾಗೂ ಆರೋಗ್ಯ ವಿಮೆಗಳ ಬಗ್ಗೆ ಮಾಹಿತಿ ಪಡೆಯಬೇಕು ಎಂದರು. ಕಾರ್ಮಿಕ ನಿರೀಕ್ಷಕರು, ವಕೀಲರ ಸಂಘದ ಪದಾಧಿಕಾರಿಗಳು ಉಪಸ್ಥಿತರಿದ್ದರು. — [500, 762, 706, 828]
headline: ಕಾರ್ಯಾಚರಣೆ ಧೈರ್ಯ, ದಕ್ಷತೆಗೆ ಸಾಕ್ಷಿ — [448, 100, 627, 116]
kirusuddi-item — [30, 1015, 198, 1120]
row-divider — [500, 938, 920, 939]
headline: ಜಿಎಸ್‌ಟಿ ವ್ಯತ್ಯಾಸವನ್ನು ಪುರಸಭೆ ವತಿಯಿಂದ ಪಾವತಿಸಲು ಸೂಚನೆ — [484, 1134, 773, 1150]
